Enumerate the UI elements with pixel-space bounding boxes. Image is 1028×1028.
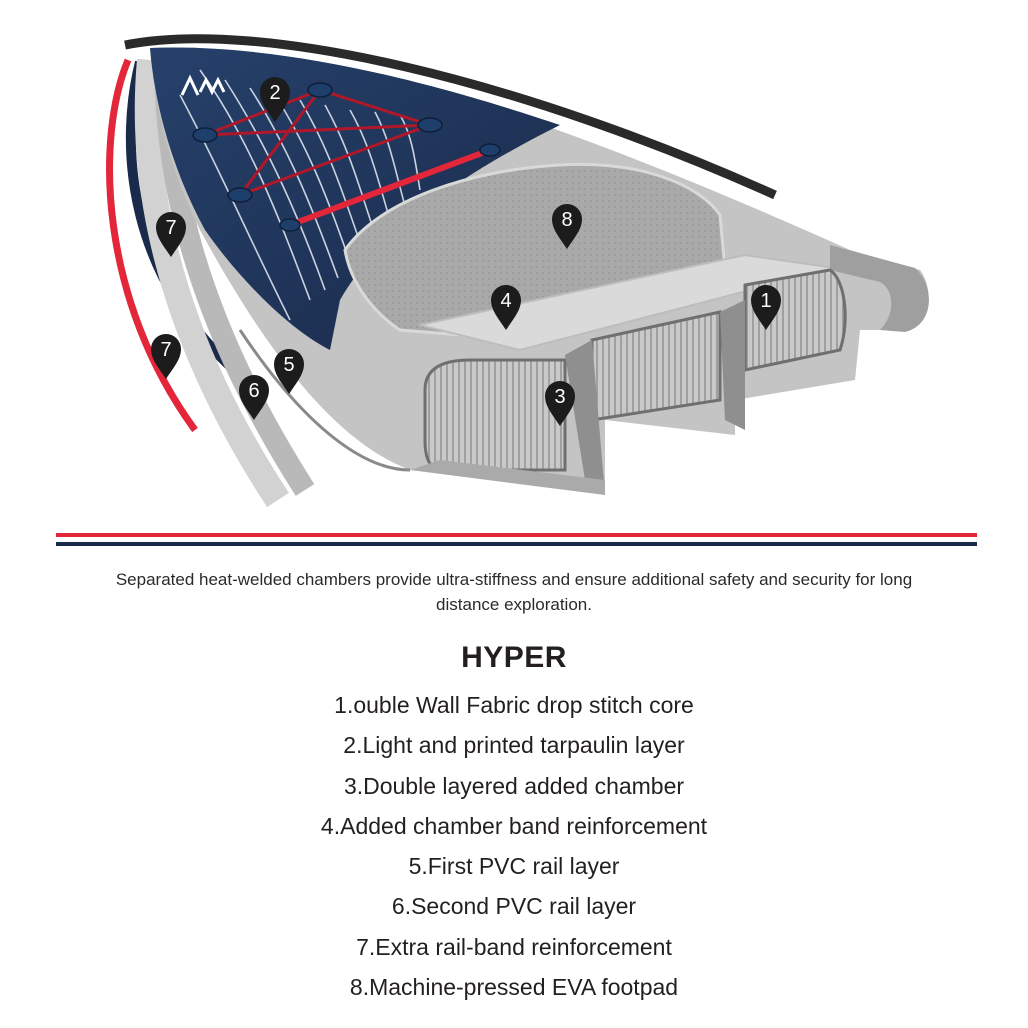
marker-label: 6 <box>248 380 260 402</box>
feature-item-5: 5.First PVC rail layer <box>408 853 620 880</box>
caption-text: Separated heat-welded chambers provide ultra-stiffness and ensure additional safety and security for long distance exploration. <box>115 570 913 614</box>
marker-label: 1 <box>760 290 772 312</box>
divider-red <box>56 533 977 537</box>
marker-label: 7 <box>165 217 177 239</box>
feature-item-4: 4.Added chamber band reinforcement <box>320 812 708 839</box>
marker-5 <box>274 349 304 394</box>
feature-item-3: 3.Double layered added chamber <box>343 772 685 799</box>
marker-label: 7 <box>160 339 172 361</box>
feature-item-8: 8.Machine-pressed EVA footpad <box>349 974 679 1001</box>
feature-item-7: 7.Extra rail-band reinforcement <box>356 933 672 960</box>
marker-label: 2 <box>269 82 281 104</box>
feature-item-1: 1.ouble Wall Fabric drop stitch core <box>334 692 694 718</box>
divider-navy <box>56 542 977 546</box>
chamber-left <box>425 360 565 470</box>
feature-item-2: 2.Light and printed tarpaulin layer <box>343 732 685 759</box>
marker-label: 4 <box>500 290 512 312</box>
marker-label: 8 <box>561 209 573 231</box>
marker-label: 3 <box>554 386 566 408</box>
feature-list <box>0 685 1028 1007</box>
marker-label: 5 <box>283 354 295 376</box>
product-title: HYPER <box>461 641 567 674</box>
feature-item-6: 6.Second PVC rail layer <box>391 893 637 920</box>
